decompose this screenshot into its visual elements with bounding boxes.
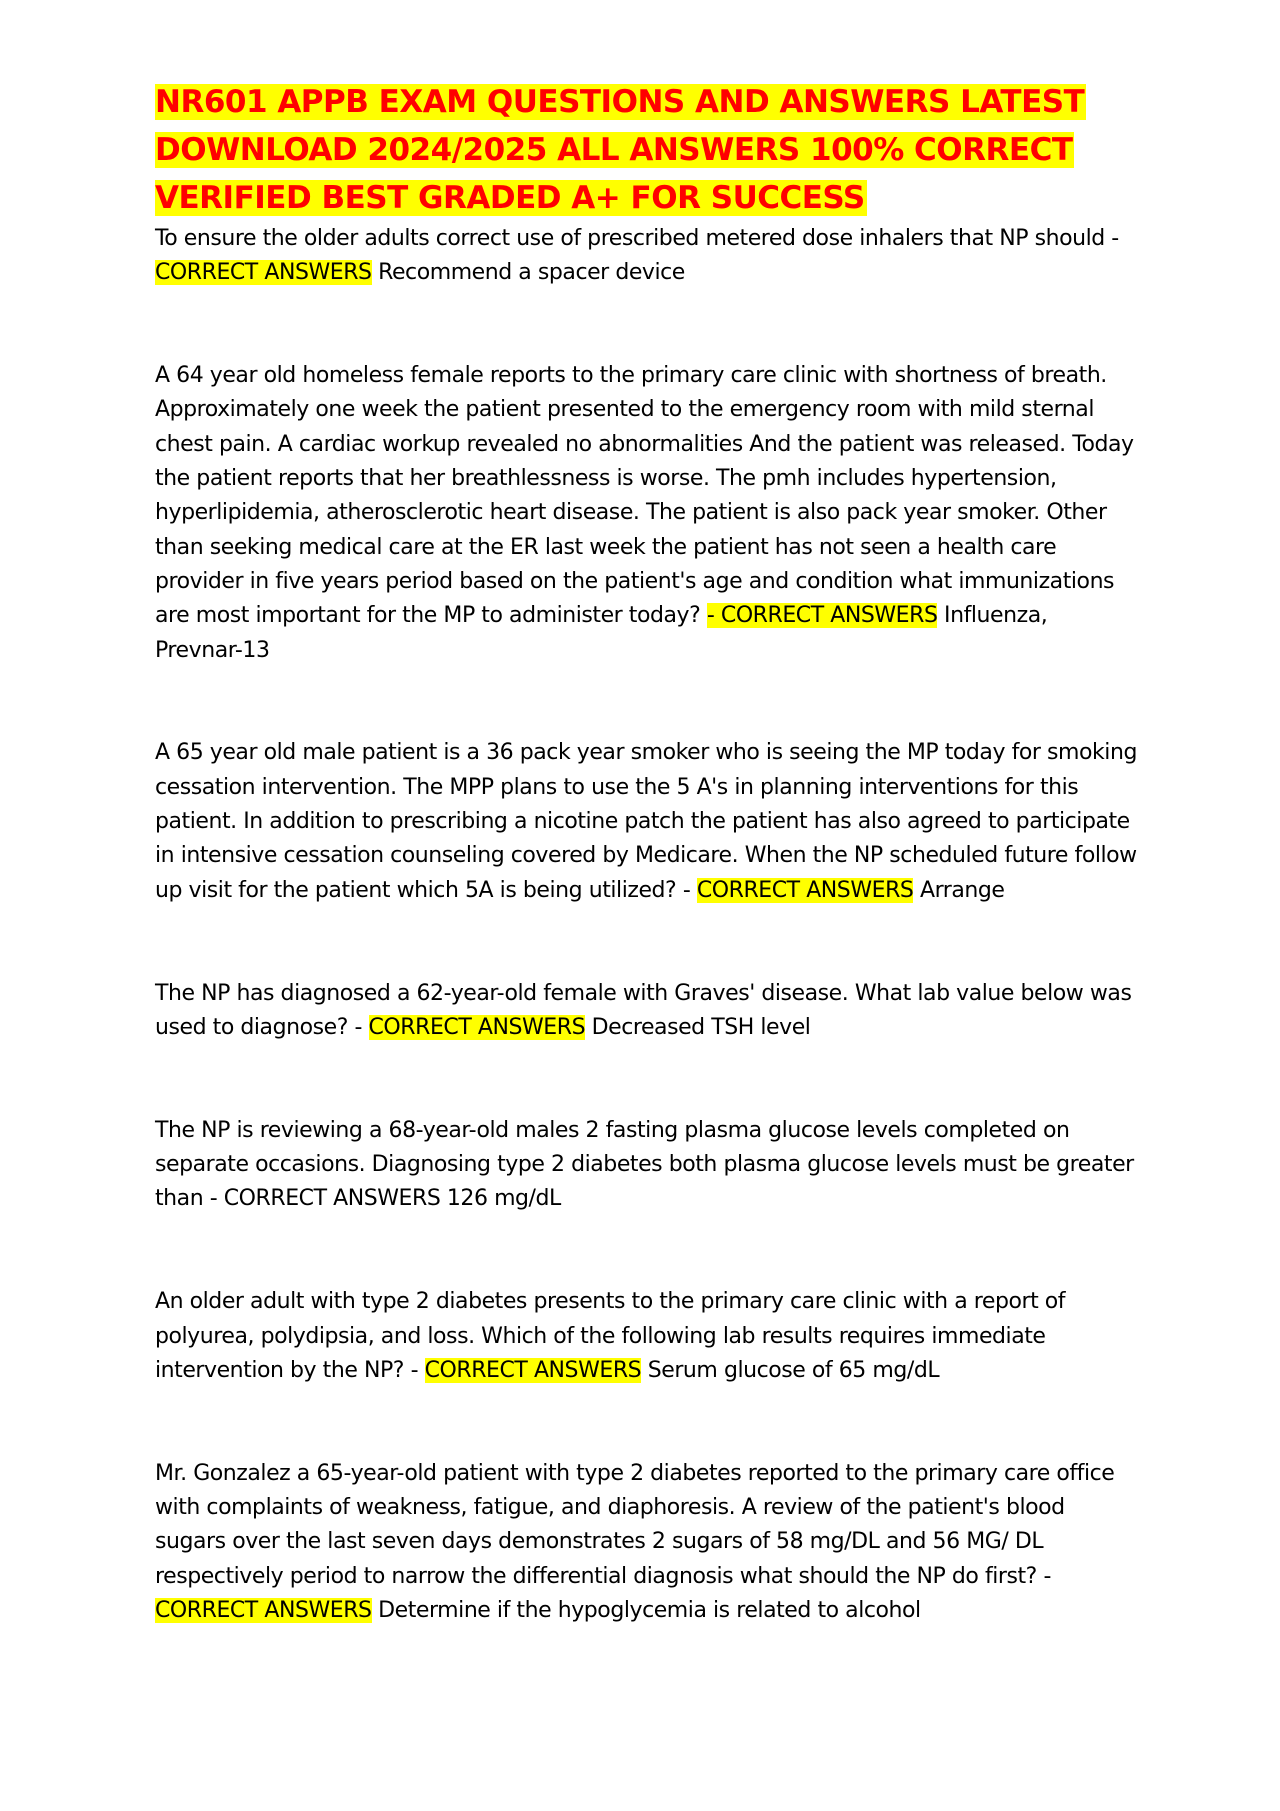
question-text: The NP is reviewing a 68-year-old males 2 fasting plasma glucose levels completed on separate occasions. Diagnosing type 2 diabetes both plasma glucose levels must be greater than - CORRECT ANSWERS 126 mg/dL	[155, 1117, 1134, 1212]
question-text: A 65 year old male patient is a 36 pack year smoker who is seeing the MP today for smoking cessation intervention. The MPP plans to use the 5 A's in planning interventions for this patient. In addition to prescribing a nicotine patch the patient has also agreed to participate in intensive cessation counseling covered by Medicare. When the NP scheduled future follow up visit for the patient which 5A is being utilized? -	[155, 740, 1137, 903]
answer-text: Decreased TSH level	[591, 1014, 811, 1040]
title-line-2: DOWNLOAD 2024/2025 ALL ANSWERS 100% CORRECT	[155, 132, 1073, 168]
qa-item-7	[155, 1457, 1140, 1628]
answer-text: Determine if the hypoglycemia is related to alcohol	[378, 1597, 921, 1623]
question-text: Mr. Gonzalez a 65-year-old patient with type 2 diabetes reported to the primary care office with complaints of weakness, fatigue, and diaphoresis. A review of the patient's blood sugars over the last seven days demonstrates 2 sugars of 58 mg/DL and 56 MG/ DL respectively period to narrow the differential diagnosis what should the NP do first? -	[155, 1460, 1115, 1589]
qa-item-6	[155, 1285, 1140, 1388]
answer-text: Serum glucose of 65 mg/dL	[647, 1357, 940, 1383]
correct-answers-marker: CORRECT ANSWERS	[155, 260, 372, 286]
qa-item-5	[155, 1114, 1140, 1217]
question-text: An older adult with type 2 diabetes presents to the primary care clinic with a report of polyurea, polydipsia, and loss. Which of the following lab results requires immediate intervention by the NP? -	[155, 1289, 1066, 1383]
correct-answers-marker: CORRECT ANSWERS	[155, 1597, 372, 1623]
qa-item-3	[155, 736, 1140, 907]
question-text: The NP has diagnosed a 62-year-old female with Graves' disease. What lab value below was used to diagnose? -	[155, 980, 1132, 1040]
answer-text: Influenza, Prevnar-13	[155, 603, 1048, 663]
correct-answers-marker: CORRECT ANSWERS	[696, 877, 914, 903]
answer-text: Recommend a spacer device	[378, 260, 685, 286]
correct-answers-marker: CORRECT ANSWERS	[368, 1014, 586, 1040]
title-line-1: NR601 APPB EXAM QUESTIONS AND ANSWERS LATEST	[155, 84, 1085, 120]
correct-answers-marker: - CORRECT ANSWERS	[706, 603, 938, 629]
question-text: To ensure the older adults correct use of prescribed metered dose inhalers that NP should -	[155, 226, 1119, 251]
question-text: A 64 year old homeless female reports to the primary care clinic with shortness of breath. Approximately one week the patient presented to the emergency room with mild sternal chest pain. A cardiac workup revealed no abnormalities And the patient was released. Today the patient reports that her breathlessness is worse. The pmh includes hypertension, hyperlipidemia, atherosclerotic heart disease. The patient is also pack year smoker. Other than seeking medical care at the ER last week the patient has not seen a health care provider in five years period based on the patient's age and condition what immunizations are most important for the MP to administer today?	[155, 363, 1134, 629]
answer-text: Arrange	[919, 877, 1005, 903]
correct-answers-marker: CORRECT ANSWERS	[424, 1357, 642, 1383]
document-title	[155, 78, 1140, 222]
title-line-3: VERIFIED BEST GRADED A+ FOR SUCCESS	[155, 180, 865, 216]
qa-item-2	[155, 359, 1140, 668]
document-page	[155, 78, 1140, 1628]
qa-item-1	[155, 222, 1140, 291]
qa-item-4	[155, 977, 1140, 1046]
